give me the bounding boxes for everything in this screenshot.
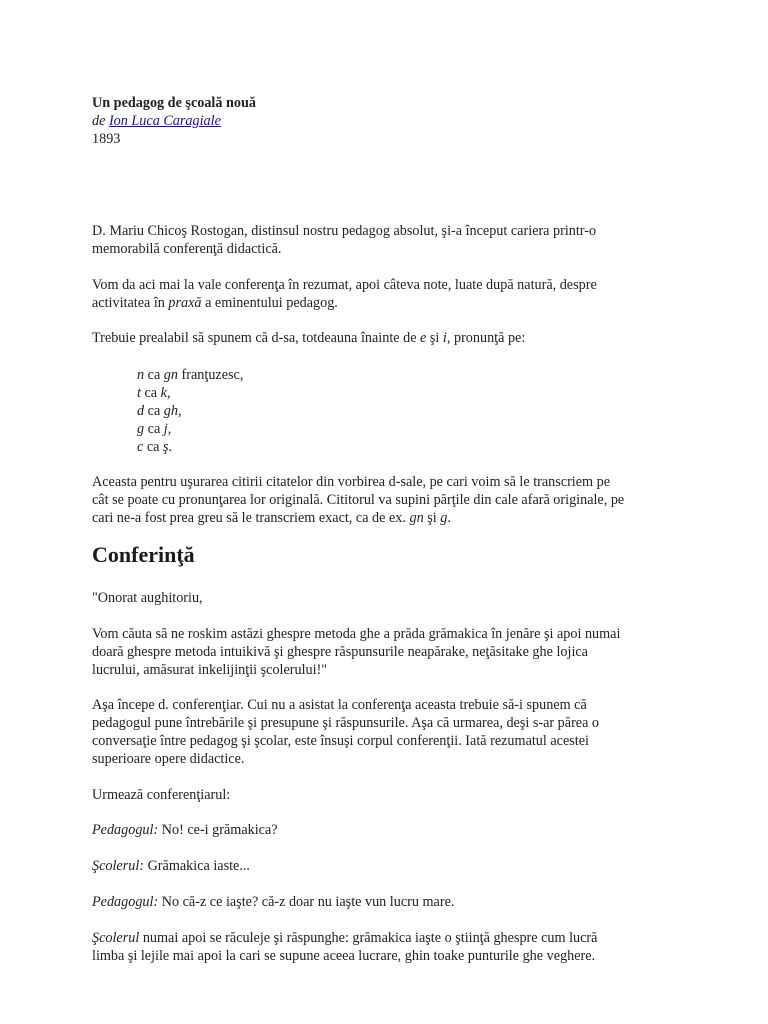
text-run: ,: [177, 403, 182, 419]
text-run: franţuzesc,: [177, 367, 244, 383]
list-sound: gn: [163, 367, 178, 383]
byline-prefix: de: [92, 113, 106, 129]
author-link[interactable]: Ion Luca Caragiale: [108, 113, 221, 129]
list-letter: g: [137, 421, 145, 437]
list-sound: k: [160, 385, 167, 401]
text-run: ca: [144, 403, 164, 419]
paragraph-4-line-3: [92, 509, 692, 527]
dialogue-line: [92, 857, 692, 875]
paragraph-4-line-2: cât se poate cu pronunţarea lor originală. Cititorul va supini părţile din cale afară originale, pe: [92, 492, 625, 508]
paragraph-2-line-1: Vom da aci mai la vale conferenţa în rezumat, apoi câteva note, luate după natură, despre: [92, 277, 597, 293]
dialogue-text: numai apoi se răculeje şi răspunghe: grămakica iaşte o ştiinţă ghespre cum lucră: [139, 930, 598, 946]
salutation: "Onorat aughitoriu,: [92, 590, 203, 606]
text-run: Trebuie prealabil să spunem că d-sa, totdeauna înainte de: [92, 330, 421, 346]
list-sound: gh: [163, 403, 178, 419]
list-item: [137, 366, 537, 384]
paragraph-3: [92, 329, 692, 347]
text-run: , pronunţă pe:: [446, 330, 526, 346]
text-run: ,: [166, 385, 171, 401]
section-paragraph-1-line-3: lucrului, amăsurat inkelijinţii şcolerului!": [92, 662, 328, 678]
text-run: ca: [144, 367, 164, 383]
dialogue-text: No că-z ce iaşte? că-z doar nu iaşte vun lucru mare.: [158, 894, 455, 910]
speaker-label: Pedagogul:: [92, 822, 159, 838]
list-letter: n: [137, 367, 145, 383]
italic-term: gn: [409, 510, 424, 526]
text-run: cari ne-a fost prea greu să le transcriem exact, ca de ex.: [92, 510, 410, 526]
list-letter: c: [137, 439, 144, 455]
section-paragraph-2-line-2: pedagogul pune întrebările şi presupune şi răspunsurile. Aşa că urmarea, deşi s-ar părea o: [92, 715, 600, 731]
text-run: şi: [423, 510, 441, 526]
text-run: activitatea în: [92, 295, 169, 311]
section-paragraph-2-line-4: superioare opere didactice.: [92, 751, 245, 767]
paragraph-1-line-2: memorabilă conferenţă didactică.: [92, 241, 282, 257]
document-title: Un pedagog de şcoală nouă: [92, 95, 256, 111]
list-letter: d: [137, 403, 145, 419]
dialogue-line-continued: limba şi lejile mai apoi la cari se supune aceea lucrare, ghin toake punturile ghe veghere.: [92, 948, 596, 964]
dialogue-text: Grămakica iaste...: [144, 858, 250, 874]
publication-year: 1893: [92, 131, 121, 147]
text-run: ca: [140, 385, 161, 401]
dialogue-line: [92, 929, 692, 947]
list-item: [137, 384, 537, 402]
dialogue-text: No! ce-i grămakica?: [158, 822, 278, 838]
text-run: .: [168, 439, 173, 455]
italic-letter: e: [420, 330, 427, 346]
list-item: [137, 438, 537, 456]
paragraph-2-line-2: [92, 294, 692, 312]
section-heading: Conferinţă: [92, 542, 195, 567]
section-paragraph-1-line-2: doară ghespre metoda intuikivă şi ghespre răspunsurile neapărake, neţăsitake ghe lojica: [92, 644, 588, 660]
italic-letter: i: [442, 330, 447, 346]
list-sound: j: [163, 421, 168, 437]
lead-in: Urmează conferenţiarul:: [92, 787, 231, 803]
speaker-label: Pedagogul:: [92, 894, 159, 910]
list-item: [137, 402, 537, 420]
text-run: .: [447, 510, 451, 526]
text-run: ca: [144, 421, 164, 437]
section-paragraph-2-line-3: conversaţie între pedagog şi şcolar, este însuşi corpul conferenţii. Iată rezumatul acestei: [92, 733, 589, 749]
dialogue-line: [92, 893, 692, 911]
list-letter: t: [137, 385, 141, 401]
list-sound: ş: [163, 439, 169, 455]
italic-term: g: [440, 510, 448, 526]
italic-term: praxă: [168, 295, 202, 311]
text-run: ,: [167, 421, 172, 437]
list-item: [137, 420, 537, 438]
speaker-label: Şcolerul:: [92, 858, 145, 874]
paragraph-1-line-1: D. Mariu Chicoş Rostogan, distinsul nostru pedagog absolut, şi-a început cariera printr-o: [92, 223, 597, 239]
speaker-label: Şcolerul: [92, 930, 140, 946]
dialogue-line: [92, 821, 692, 839]
byline: [92, 112, 692, 130]
section-paragraph-1-line-1: Vom căuta să ne roskim astăzi ghespre metoda ghe a prăda grămakica în jenăre şi apoi numai: [92, 626, 621, 642]
section-paragraph-2-line-1: Aşa începe d. conferenţiar. Cui nu a asistat la conferenţa aceasta trebuie să-i spunem că: [92, 697, 587, 713]
text-run: şi: [426, 330, 443, 346]
paragraph-4-line-1: Aceasta pentru uşurarea citirii citatelor din vorbirea d-sale, pe cari voim să le transcriem pe: [92, 474, 611, 490]
text-run: ca: [143, 439, 164, 455]
text-run: a eminentului pedagog.: [201, 295, 338, 311]
